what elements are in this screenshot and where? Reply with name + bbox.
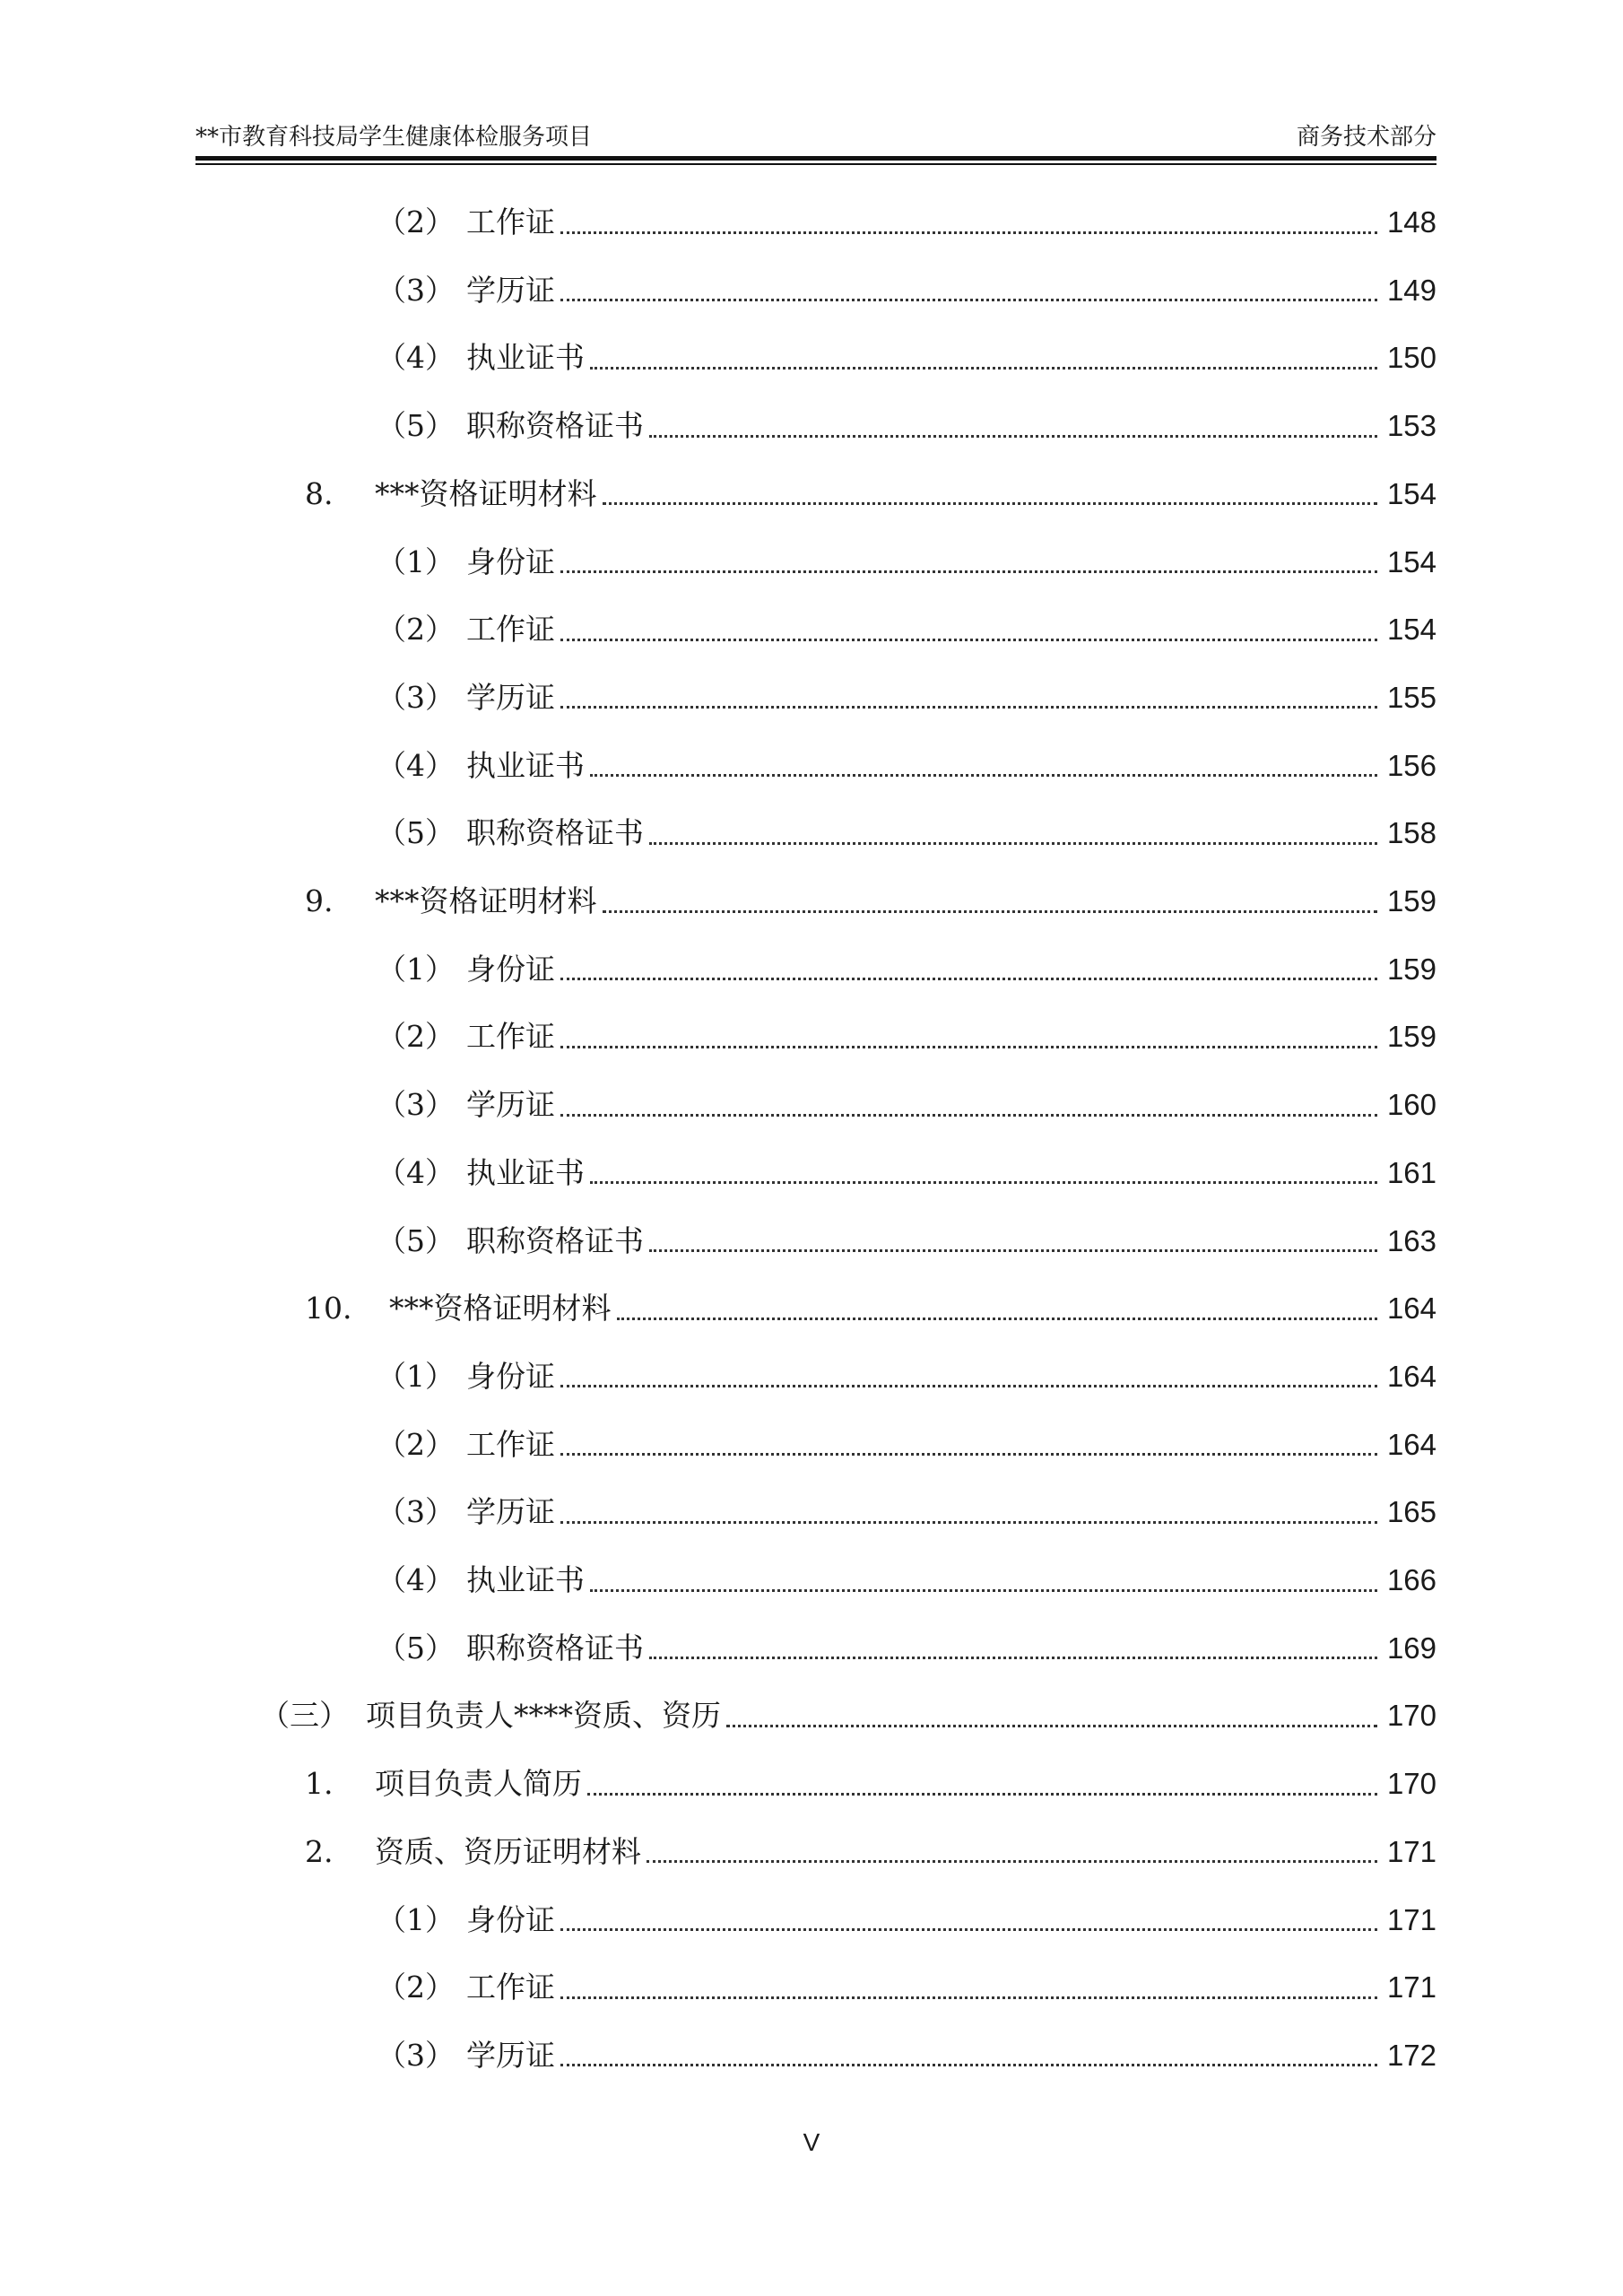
toc-entry[interactable] (305, 471, 1436, 516)
toc-entry[interactable] (377, 539, 1436, 584)
toc-entry-page: 170 (1386, 1767, 1436, 1801)
toc-entry[interactable] (377, 1897, 1436, 1942)
toc-entry-number: （3） (377, 679, 455, 715)
toc-entry[interactable] (377, 267, 1436, 312)
toc-entry-page: 161 (1386, 1155, 1436, 1189)
toc-entry[interactable] (377, 1218, 1436, 1263)
toc-leader-dots (590, 1181, 1377, 1184)
toc-entry-number: （2） (377, 1019, 455, 1055)
toc-entry[interactable] (377, 1082, 1436, 1126)
toc-entry[interactable] (377, 1489, 1436, 1534)
toc-entry[interactable] (377, 674, 1436, 719)
toc-leader-dots (590, 774, 1377, 777)
toc-leader-dots (587, 1793, 1377, 1796)
toc-entry-number: 10. (305, 1291, 352, 1326)
toc-entry[interactable] (260, 1692, 1436, 1737)
toc-entry-number: （1） (377, 1901, 455, 1937)
toc-entry-title: 执业证书 (466, 1562, 585, 1597)
toc-entry-title: 学历证 (466, 679, 555, 715)
toc-leader-dots (649, 1249, 1377, 1252)
toc-entry-number: （4） (377, 1154, 455, 1190)
toc-entry-title: 学历证 (466, 1494, 555, 1530)
toc-entry-number: （3） (377, 1087, 455, 1123)
toc-entry-page: 165 (1386, 1495, 1436, 1529)
toc-leader-dots (560, 299, 1377, 301)
toc-leader-dots (603, 502, 1378, 505)
toc-entry[interactable] (305, 1285, 1436, 1330)
toc-entry-page: 172 (1386, 2038, 1436, 2072)
toc-leader-dots (560, 1928, 1377, 1931)
toc-entry-number: （5） (377, 408, 455, 444)
toc-leader-dots (560, 1521, 1377, 1524)
toc-entry-number: （2） (377, 1970, 455, 2005)
toc-entry[interactable] (305, 1829, 1436, 1874)
toc-entry-page: 154 (1386, 544, 1436, 578)
toc-entry[interactable] (377, 2032, 1436, 2077)
toc-entry-number: 1. (305, 1766, 334, 1802)
header-rule-thick (195, 156, 1436, 161)
toc-entry[interactable] (305, 1761, 1436, 1805)
toc-entry-page: 169 (1386, 1631, 1436, 1665)
toc-entry[interactable] (377, 946, 1436, 991)
header-rule-thin (195, 163, 1436, 165)
toc-entry[interactable] (377, 1964, 1436, 2009)
toc-entry[interactable] (377, 606, 1436, 651)
toc-leader-dots (617, 1318, 1378, 1320)
toc-entry-title: 学历证 (466, 1087, 555, 1123)
toc-leader-dots (560, 639, 1377, 641)
toc-entry-page: 163 (1386, 1223, 1436, 1257)
toc-entry-title: ***资格证明材料 (375, 475, 597, 511)
toc-entry-number: （三） (260, 1698, 349, 1734)
toc-leader-dots (560, 231, 1377, 234)
toc-leader-dots (649, 435, 1377, 438)
toc-entry-title: 职称资格证书 (466, 1630, 644, 1665)
toc-entry[interactable] (377, 743, 1436, 787)
toc-entry-title: 工作证 (466, 1970, 555, 2005)
toc-leader-dots (560, 1046, 1377, 1048)
toc-entry[interactable] (377, 1625, 1436, 1670)
toc-entry-title: 身份证 (466, 1358, 555, 1394)
toc-entry-number: 8. (305, 475, 334, 511)
toc-entry-page: 164 (1386, 1292, 1436, 1326)
toc-leader-dots (590, 1589, 1377, 1592)
toc-entry[interactable] (377, 810, 1436, 855)
toc-entry-number: （2） (377, 1426, 455, 1462)
toc-leader-dots (590, 367, 1377, 370)
toc-entry[interactable] (377, 1150, 1436, 1195)
toc-entry-title: 工作证 (466, 1426, 555, 1462)
toc-entry-page: 164 (1386, 1427, 1436, 1461)
toc-entry-page: 154 (1386, 613, 1436, 647)
toc-entry-number: 9. (305, 883, 334, 918)
toc-entry-number: （1） (377, 544, 455, 579)
toc-entry-number: （3） (377, 272, 455, 308)
toc-entry[interactable] (377, 1353, 1436, 1398)
toc-entry-title: 职称资格证书 (466, 408, 644, 444)
toc-entry[interactable] (377, 1422, 1436, 1466)
toc-leader-dots (560, 2064, 1377, 2066)
toc-entry-number: （3） (377, 2037, 455, 2073)
toc-entry-number: （3） (377, 1494, 455, 1530)
toc-entry-number: （2） (377, 204, 455, 239)
toc-leader-dots (647, 1860, 1377, 1863)
toc-leader-dots (560, 978, 1377, 980)
toc-entry-title: 工作证 (466, 612, 555, 648)
toc-entry-title: 身份证 (466, 1901, 555, 1937)
toc-leader-dots (726, 1725, 1377, 1727)
toc-entry-page: 150 (1386, 341, 1436, 375)
page-header (195, 115, 1436, 154)
toc-entry-title: 身份证 (466, 951, 555, 987)
toc-entry-page: 155 (1386, 680, 1436, 714)
toc-entry-page: 159 (1386, 952, 1436, 986)
toc-entry-number: （5） (377, 815, 455, 851)
toc-leader-dots (560, 706, 1377, 709)
toc-entry[interactable] (377, 1557, 1436, 1602)
toc-entry-title: 工作证 (466, 1019, 555, 1055)
page-number: V (803, 2128, 820, 2156)
toc-entry[interactable] (377, 403, 1436, 448)
toc-entry-page: 166 (1386, 1563, 1436, 1596)
toc-entry-page: 159 (1386, 884, 1436, 918)
toc-entry[interactable] (305, 878, 1436, 923)
toc-entry-page: 164 (1386, 1359, 1436, 1393)
toc-leader-dots (649, 842, 1377, 845)
toc-entry-title: 执业证书 (466, 747, 585, 783)
toc-entry-title: 项目负责人简历 (375, 1766, 582, 1802)
toc-entry-page: 158 (1386, 816, 1436, 850)
toc-entry-page: 148 (1386, 205, 1436, 239)
toc-entry-page: 149 (1386, 273, 1436, 307)
toc-entry-page: 160 (1386, 1088, 1436, 1122)
toc-leader-dots (560, 1385, 1377, 1387)
header-project-title: **市教育科技局学生健康体检服务项目 (195, 124, 593, 151)
toc-entry-title: 项目负责人****资质、资历 (366, 1698, 721, 1734)
toc-leader-dots (649, 1657, 1377, 1659)
toc-entry-title: 学历证 (466, 2037, 555, 2073)
toc-entry-title: 职称资格证书 (466, 1222, 644, 1258)
toc-entry-title: 身份证 (466, 544, 555, 579)
toc-entry[interactable] (377, 199, 1436, 244)
toc-leader-dots (560, 1453, 1377, 1456)
toc-entry-title: 职称资格证书 (466, 815, 644, 851)
toc-entry-title: ***资格证明材料 (375, 883, 597, 918)
toc-entry-number: （4） (377, 747, 455, 783)
toc-entry[interactable] (377, 1013, 1436, 1058)
toc-entry-title: 学历证 (466, 272, 555, 308)
toc-entry-number: （5） (377, 1222, 455, 1258)
toc-entry-title: ***资格证明材料 (389, 1291, 612, 1326)
toc-entry-page: 156 (1386, 748, 1436, 782)
toc-entry-page: 170 (1386, 1699, 1436, 1733)
toc-entry-number: （4） (377, 340, 455, 376)
toc-entry-page: 171 (1386, 1970, 1436, 2005)
toc-entry-number: 2. (305, 1833, 334, 1869)
toc-entry-number: （5） (377, 1630, 455, 1665)
toc-entry-title: 执业证书 (466, 1154, 585, 1190)
toc-entry-page: 153 (1386, 409, 1436, 443)
toc-entry-number: （1） (377, 1358, 455, 1394)
toc-leader-dots (560, 570, 1377, 573)
toc-entry-page: 154 (1386, 476, 1436, 510)
header-section-title: 商务技术部分 (1296, 124, 1436, 151)
toc-entry[interactable] (377, 335, 1436, 379)
toc-entry-title: 执业证书 (466, 340, 585, 376)
toc-entry-title: 工作证 (466, 204, 555, 239)
toc-leader-dots (603, 910, 1378, 913)
toc-entry-number: （4） (377, 1562, 455, 1597)
toc-leader-dots (560, 1114, 1377, 1117)
toc-entry-title: 资质、资历证明材料 (375, 1833, 641, 1869)
toc-entry-number: （2） (377, 612, 455, 648)
toc-entry-page: 159 (1386, 1020, 1436, 1054)
toc-leader-dots (560, 1996, 1377, 1999)
toc-entry-page: 171 (1386, 1834, 1436, 1868)
toc-entry-page: 171 (1386, 1902, 1436, 1936)
toc-entry-number: （1） (377, 951, 455, 987)
